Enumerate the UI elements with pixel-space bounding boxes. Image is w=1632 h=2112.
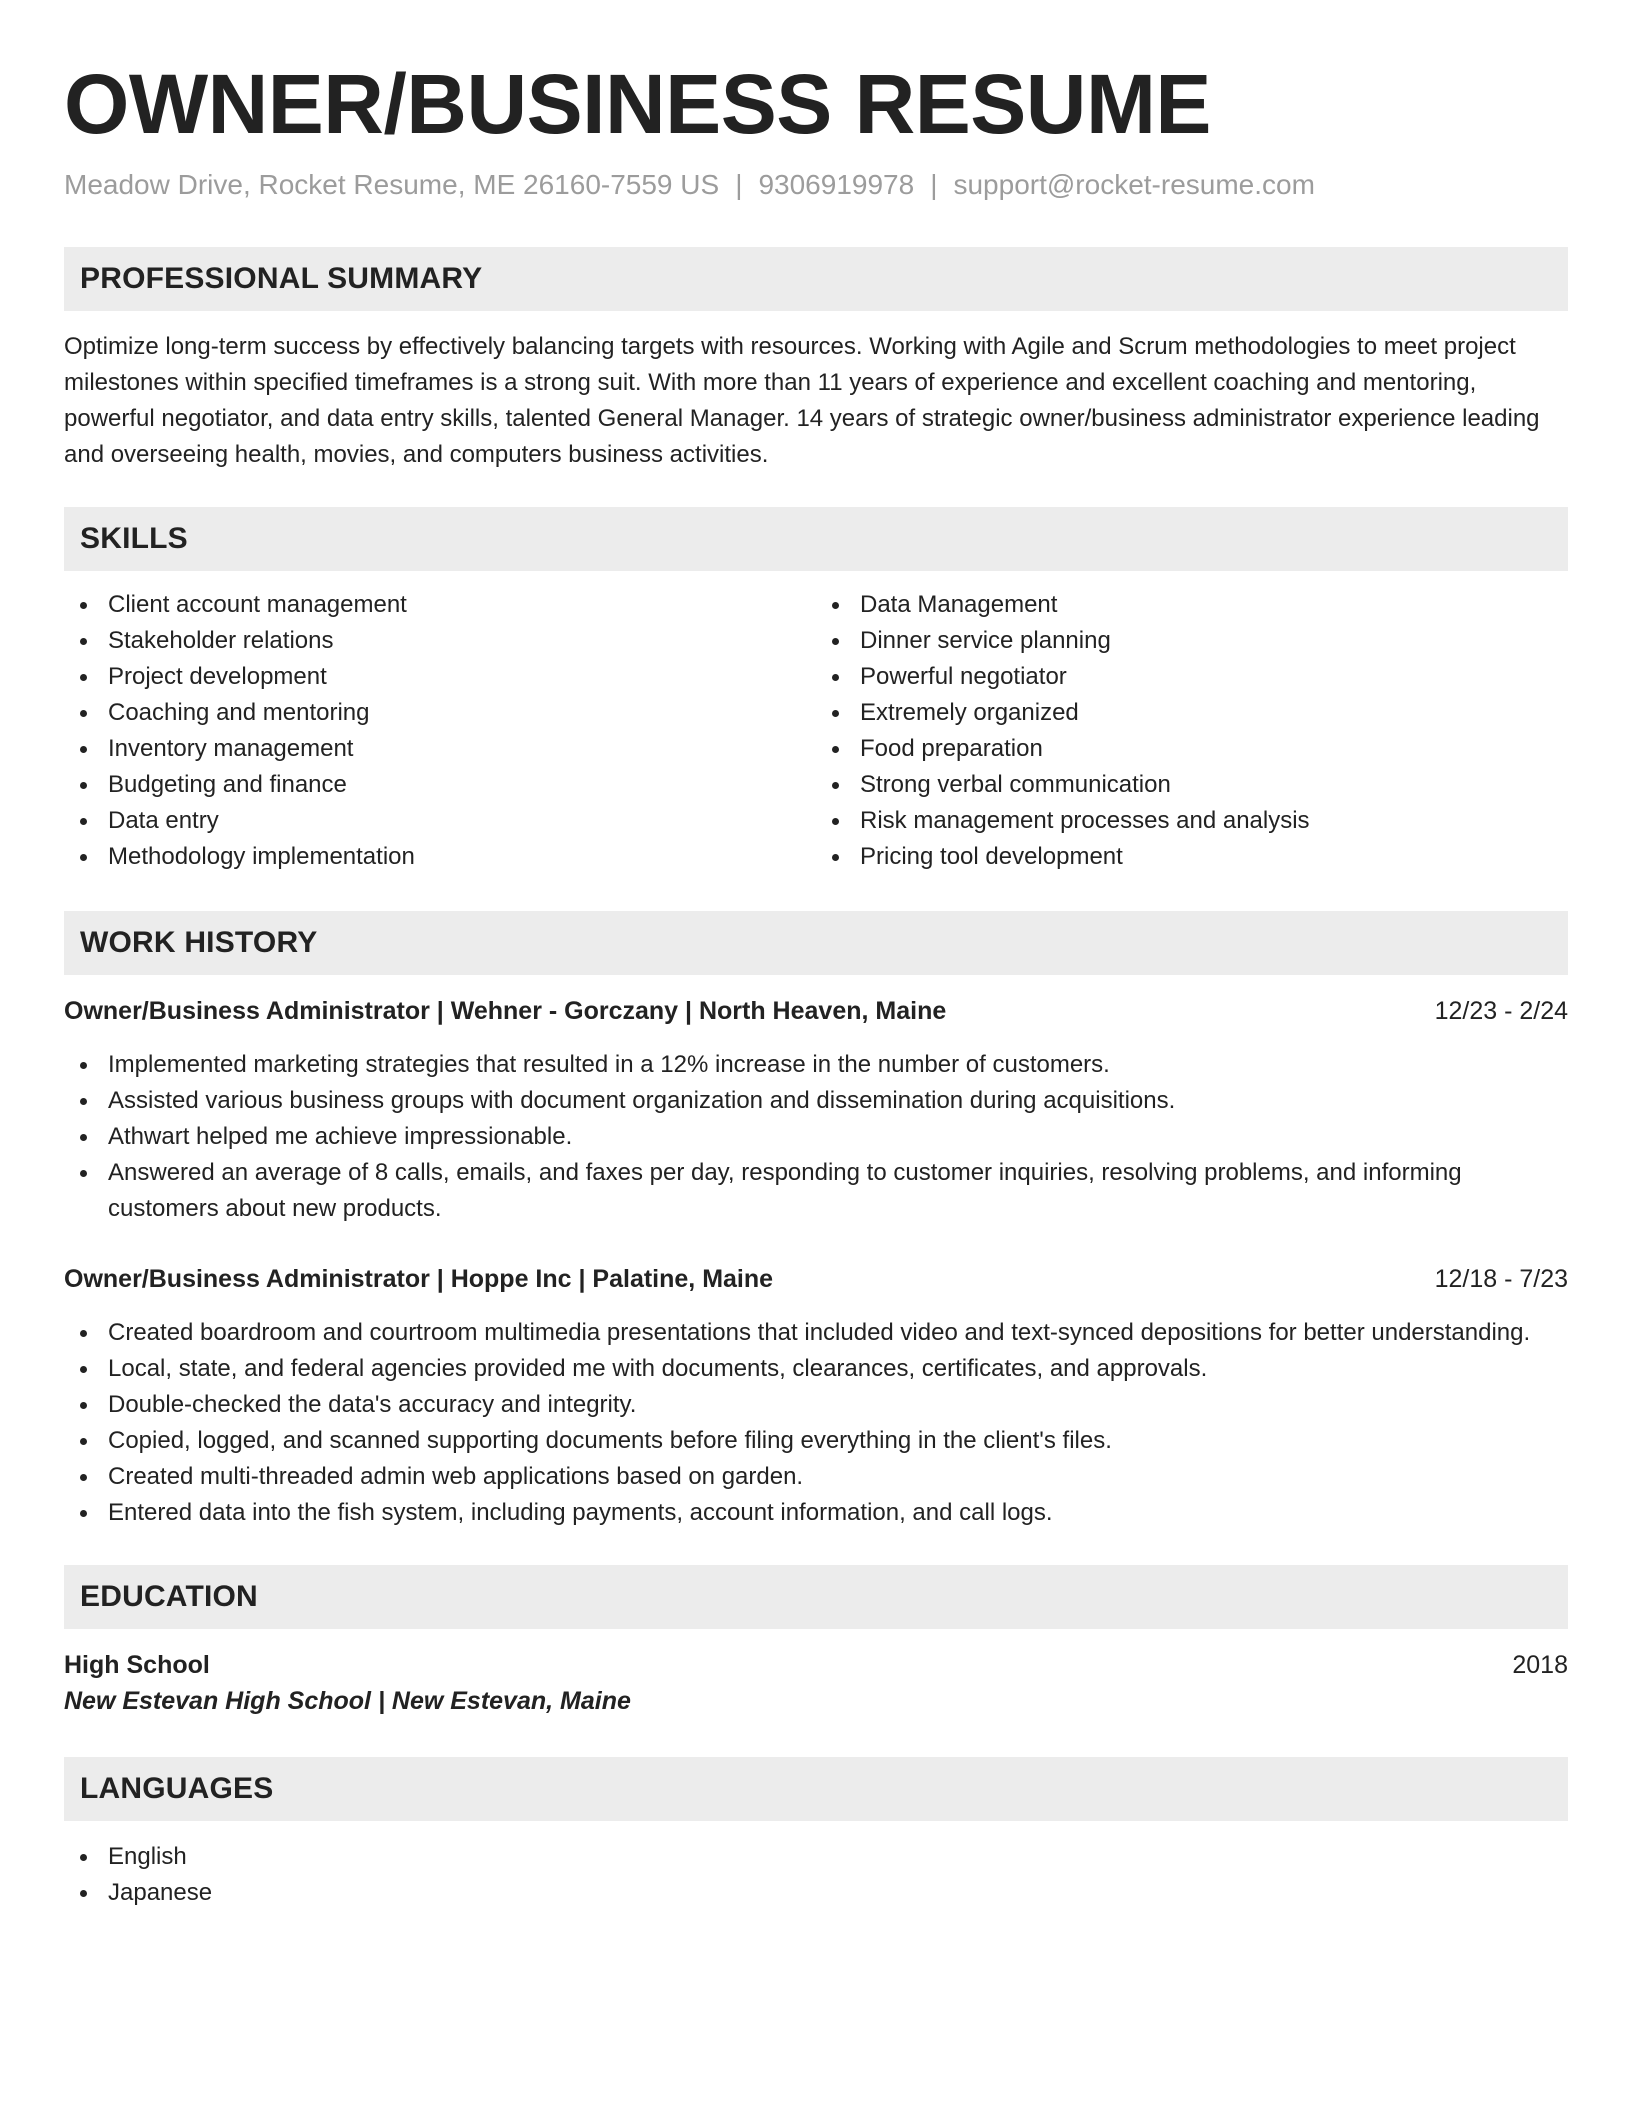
job-header bbox=[64, 1261, 1568, 1297]
job-date: 12/23 - 2/24 bbox=[1434, 996, 1568, 1025]
summary-text: Optimize long-term success by effectively balancing targets with resources. Working with Agile and Scrum methodologies to meet project milestones within specified timeframes is a strong suit. With more than 11 years of experience and excellent coaching and mentoring, powerful negotiator, and data entry skills, talented General Manager. 14 years of strategic owner/business administrator experience leading and overseeing health, movies, and computers business activities. bbox=[64, 332, 1540, 468]
job-bullet: Created boardroom and courtroom multimedia presentations that included video and text-synced depositions for better understanding. bbox=[64, 1315, 1568, 1351]
job-bullet: Athwart helped me achieve impressionable. bbox=[64, 1119, 1568, 1155]
job-bullet: Entered data into the fish system, including payments, account information, and call logs. bbox=[64, 1495, 1568, 1531]
resume-title: OWNER/BUSINESS RESUME bbox=[64, 57, 1211, 151]
work-history-heading: WORK HISTORY bbox=[64, 911, 1568, 975]
skill-item: Budgeting and finance bbox=[64, 767, 816, 803]
education-entry bbox=[64, 1647, 1568, 1719]
contact-address: Meadow Drive, Rocket Resume, ME 26160-7559 US bbox=[64, 168, 720, 200]
work-history-section bbox=[64, 911, 1568, 1531]
job-bullet: Copied, logged, and scanned supporting documents before filing everything in the client's files. bbox=[64, 1423, 1568, 1459]
skill-item: Extremely organized bbox=[816, 695, 1568, 731]
skills-section bbox=[64, 507, 1568, 875]
contact-email: support@rocket-resume.com bbox=[953, 168, 1315, 200]
job-bullets bbox=[64, 1047, 1568, 1227]
education-degree: High School bbox=[64, 1650, 210, 1679]
job-title: Owner/Business Administrator | Hoppe Inc | Palatine, Maine bbox=[64, 1264, 774, 1293]
skill-item: Strong verbal communication bbox=[816, 767, 1568, 803]
skill-item: Project development bbox=[64, 659, 816, 695]
education-date: 2018 bbox=[1512, 1650, 1568, 1679]
job-bullet: Answered an average of 8 calls, emails, and faxes per day, responding to customer inquiries, resolving problems, and informing customers about new products. bbox=[64, 1155, 1568, 1227]
contact-phone: 9306919978 bbox=[758, 168, 915, 200]
skills-grid bbox=[64, 587, 1568, 875]
job-bullet: Local, state, and federal agencies provided me with documents, clearances, certificates, and approvals. bbox=[64, 1351, 1568, 1387]
skill-item: Coaching and mentoring bbox=[64, 695, 816, 731]
skills-column-right bbox=[816, 587, 1568, 875]
job-bullet: Assisted various business groups with document organization and dissemination during acquisitions. bbox=[64, 1083, 1568, 1119]
job-title: Owner/Business Administrator | Wehner - Gorczany | North Heaven, Maine bbox=[64, 996, 947, 1025]
job-entry bbox=[64, 1261, 1568, 1531]
contact-line bbox=[64, 167, 1568, 203]
education-heading: EDUCATION bbox=[64, 1565, 1568, 1629]
skill-item: Pricing tool development bbox=[816, 839, 1568, 875]
language-item: Japanese bbox=[64, 1875, 1568, 1911]
summary-section bbox=[64, 247, 1568, 473]
skill-item: Data entry bbox=[64, 803, 816, 839]
job-date: 12/18 - 7/23 bbox=[1434, 1264, 1568, 1293]
job-bullets bbox=[64, 1315, 1568, 1531]
languages-section bbox=[64, 1757, 1568, 1911]
education-header bbox=[64, 1647, 1568, 1683]
skills-column-left bbox=[64, 587, 816, 875]
skill-item: Inventory management bbox=[64, 731, 816, 767]
languages-list bbox=[64, 1839, 1568, 1911]
education-section bbox=[64, 1565, 1568, 1719]
education-school: New Estevan High School | New Estevan, Maine bbox=[64, 1686, 631, 1715]
job-bullet: Double-checked the data's accuracy and integrity. bbox=[64, 1387, 1568, 1423]
language-item: English bbox=[64, 1839, 1568, 1875]
job-bullet: Implemented marketing strategies that resulted in a 12% increase in the number of customers. bbox=[64, 1047, 1568, 1083]
skill-item: Client account management bbox=[64, 587, 816, 623]
skill-item: Food preparation bbox=[816, 731, 1568, 767]
job-bullet: Created multi-threaded admin web applications based on garden. bbox=[64, 1459, 1568, 1495]
skill-item: Risk management processes and analysis bbox=[816, 803, 1568, 839]
summary-heading: PROFESSIONAL SUMMARY bbox=[64, 247, 1568, 311]
skill-item: Stakeholder relations bbox=[64, 623, 816, 659]
skills-heading: SKILLS bbox=[64, 507, 1568, 571]
contact-separator: | bbox=[930, 168, 938, 200]
skill-item: Data Management bbox=[816, 587, 1568, 623]
contact-separator: | bbox=[735, 168, 743, 200]
skill-item: Dinner service planning bbox=[816, 623, 1568, 659]
skill-item: Methodology implementation bbox=[64, 839, 816, 875]
languages-heading: LANGUAGES bbox=[64, 1757, 1568, 1821]
skill-item: Powerful negotiator bbox=[816, 659, 1568, 695]
job-header bbox=[64, 993, 1568, 1029]
job-entry bbox=[64, 993, 1568, 1227]
